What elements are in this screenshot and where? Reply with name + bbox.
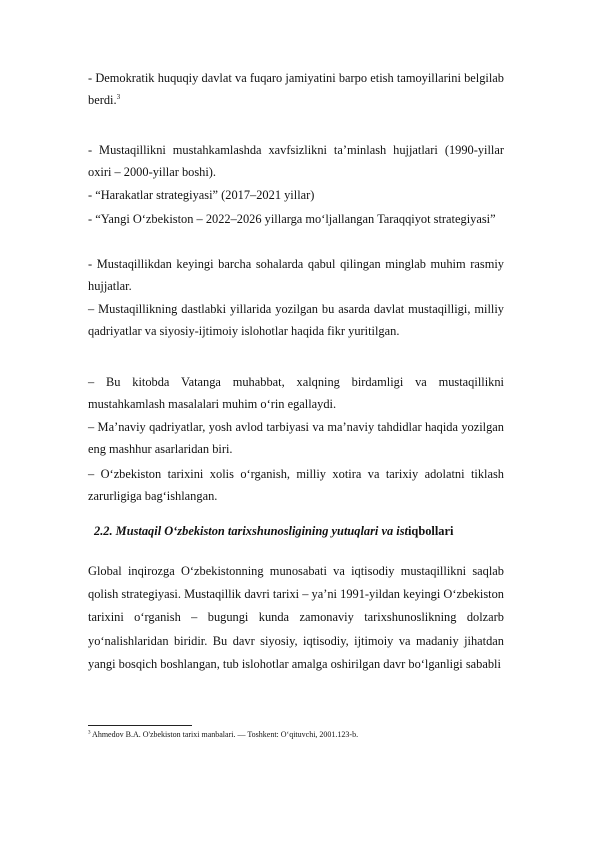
list-item: - Demokratik huquqiy davlat va fuqaro jamiyatini barpo etish tamoyillarini belgilab berdi.$^3$ <box>88 71 504 107</box>
list-item: - Mustaqillikdan keyingi barcha sohalarda qabul qilingan minglab muhim rasmiy hujjatlar. <box>88 257 504 293</box>
list-item: – Bu kitobda Vatanga muhabbat, xalqning birdamligi va mustaqillikni mustahkamlash masalalari muhim o‘rin egallaydi. <box>88 375 504 411</box>
footnote-divider <box>88 725 192 726</box>
footnote: $^3$ Ahmedov B.A. O'zbekiston tarixi manbalari. — Toshkent: O‘qituvchi, 2001.123-b. <box>88 730 359 739</box>
footnote-reference: 3 <box>116 92 121 101</box>
list-item: - “Harakatlar strategiyasi” (2017–2021 yillar) <box>88 188 315 202</box>
body-paragraph: Global inqirozga O‘zbekistonning munosabati va iqtisodiy mustaqillikni saqlab qolish strategiyasi. Mustaqillik davri tarixi – ya’ni 1991-yildan keyingi O‘zbekiston tarixini o‘rganish – bugungi kunda zamonaviy tarixshunoslikning dolzarb yo‘nalishlaridan biridir. Bu davr siyosiy, iqtisodiy, ijtimoiy va madaniy jihatdan yangi bosqich boshlangan, tub islohotlar amalga oshirilgan davr bo‘lganligi sababli <box>88 564 504 671</box>
list-item: - Mustaqillikni mustahkamlashda xavfsizlikni ta’minlash hujjatlari (1990-yillar oxiri – 2000-yillar boshi). <box>88 143 504 179</box>
section-heading: 2.2. Mustaqil O‘zbekiston tarixshunosligining yutuqlari va istiqbollari <box>94 524 454 538</box>
list-item: – Ma’naviy qadriyatlar, yosh avlod tarbiyasi va ma’naviy tahdidlar haqida yozilgan eng mashhur asarlaridan biri. <box>88 420 504 456</box>
list-item: – Mustaqillikning dastlabki yillarida yozilgan bu asarda davlat mustaqilligi, milliy qadriyatlar va siyosiy-ijtimoiy islohotlar haqida fikr yuritilgan. <box>88 302 504 338</box>
list-item: - “Yangi O‘zbekiston – 2022–2026 yillarga mo‘ljallangan Taraqqiyot strategiyasi” <box>88 212 496 226</box>
list-item: – O‘zbekiston tarixini xolis o‘rganish, milliy xotira va tarixiy adolatni tiklash zarurligiga bag‘ishlangan. <box>88 467 504 503</box>
